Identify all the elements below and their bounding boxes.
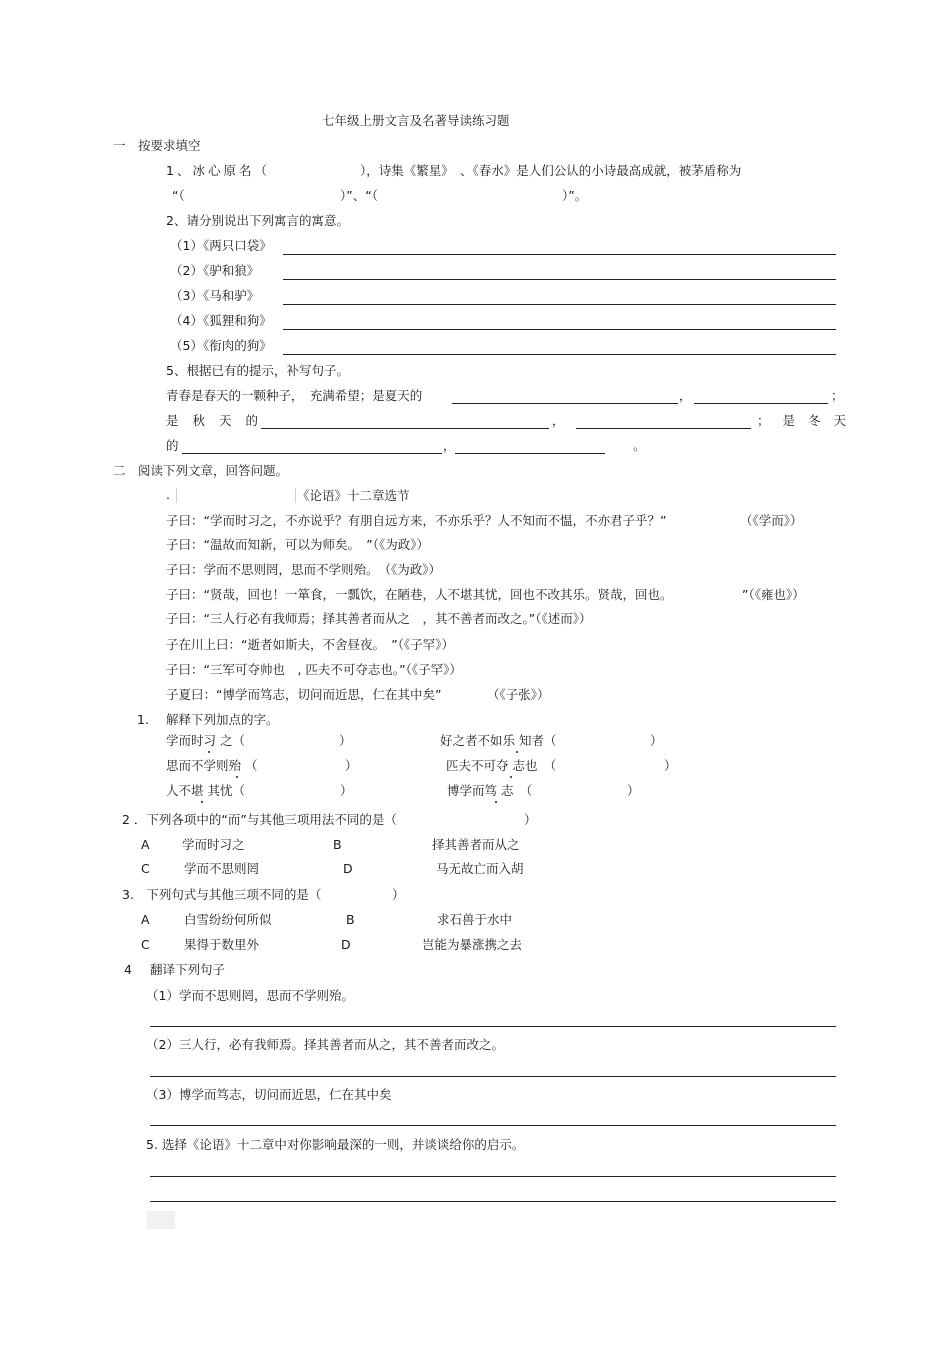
q5-line-b-text: 是秋天的 [166,413,273,428]
fable-5-answer-line[interactable] [283,354,836,355]
q5-period: 。 [633,438,646,453]
q5-summer-blank-1[interactable] [452,403,678,404]
s2-q3-option-d[interactable]: 岂能为暴涨携之去 [422,937,523,952]
fable-5-label: （5）《衔肉的狗》 [170,338,272,353]
q2-label: 2、请分别说出下列寓言的寓意。 [166,213,349,228]
s2-q2-option-a[interactable]: 学而时习之 [182,837,245,852]
s2-q3-close: ） [392,887,405,902]
passage-line-3: 子曰：学而不思则罔，思而不学则殆。 （《为政》） [166,562,442,577]
explain-item-1-close: ） [339,733,352,748]
passage-line-1: 子曰：“学而时习之，不亦说乎？有朋自远方来，不亦乐乎？人不知而不愠，不亦君子乎？” [166,513,667,528]
s2-q2-option-c[interactable]: 学而不思则罔 [184,861,260,876]
explain-item-4-close: ） [664,758,677,773]
explain-item-3: 思而不学则殆 （ [166,758,258,773]
passage-line-7: 子曰：“三军可夺帅也 , 匹夫不可夺志也。”（《子罕》） [166,662,462,677]
fable-2-label: （2）《驴和狼》 [170,263,260,278]
s2-q4-number: 4 [124,962,132,977]
s2-q1-label: 解释下列加点的字。 [166,712,279,727]
q5-line-a-text: 青春是春天的一颗种子， 充满希望；是夏天的 [166,388,423,403]
passage-line-4-source: ”（《雍也》） [742,587,805,602]
q5-line-c-text: 的 [166,438,179,453]
s2-q3-option-a-letter[interactable]: A [141,912,150,927]
passage-line-8-source: （《子张》） [487,687,550,702]
translate-1-answer-line[interactable] [150,1026,836,1027]
explain-item-3-close: ） [345,758,358,773]
emphasis-dot [516,751,518,753]
q5-winter-blank-1[interactable] [182,453,442,454]
translate-2-answer-line[interactable] [150,1076,836,1077]
fable-1-answer-line[interactable] [283,254,836,255]
emphasis-dot [495,801,497,803]
q1-line1-rest: ），诗集《繁星》 、《春水》是人们公认的小诗最高成就，被茅盾称为 [360,163,742,178]
q1-line2-start: “（ [172,188,185,203]
s2-q1-number: 1. [137,712,149,727]
fable-4-answer-line[interactable] [283,329,836,330]
s2-q3-option-c[interactable]: 果得于数里外 [184,937,260,952]
q1-line1-start: 1、冰心原名（ [166,163,270,178]
passage-line-8: 子夏曰：“博学而笃志，切问而近思，仁在其中矣” [166,687,442,702]
s2-q2-option-d-letter[interactable]: D [343,861,353,876]
q5-answer-line-1[interactable] [150,1176,836,1177]
s2-q2-option-a-letter[interactable]: A [141,837,150,852]
emphasis-dot [236,776,238,778]
s2-q2-option-b-letter[interactable]: B [333,837,342,852]
explain-item-2-close: ） [650,733,663,748]
explain-item-2: 好之者不如乐 知者（ [440,733,557,748]
page-corner-mark [147,1211,175,1229]
explain-item-6-close: ） [627,783,640,798]
passage-title-marker [295,488,296,503]
s2-q2-label: 2 ．下列各项中的“而”与其他三项用法不同的是（ [122,812,397,827]
s2-q3-option-b[interactable]: 求石兽于水中 [437,912,513,927]
emphasis-dot [510,776,512,778]
passage-line-4: 子曰：“贤哉，回也！一箪食，一瓢饮，在陋巷，人不堪其忧，回也不改其乐。贤哉，回也。 [166,587,673,602]
q5-line-b-end: ；是冬天 [757,413,860,428]
translate-3-answer-line[interactable] [150,1125,836,1126]
emphasis-dot [201,801,203,803]
translate-item-1: （1）学而不思则罔，思而不学则殆。 [146,988,354,1003]
s2-q5-label: 5. 选择《论语》十二章中对你影响最深的一则，并谈谈给你的启示。 [146,1137,525,1152]
s2-q2-option-b[interactable]: 择其善者而从之 [432,837,520,852]
explain-item-5: 人不堪 其忧（ [166,783,245,798]
fable-1-label: （1）《两只口袋》 [170,238,272,253]
q5-label: 5、根据已有的提示，补写句子。 [166,363,349,378]
q5-winter-blank-2[interactable] [455,453,605,454]
passage-title-marker [176,488,177,503]
explain-item-5-close: ） [340,783,353,798]
q1-line2-mid: ）”、“（ [340,188,378,203]
q5-autumn-blank-2[interactable] [576,428,751,429]
section-two-heading: 二 阅读下列文章，回答问题。 [113,463,289,478]
explain-item-4: 匹夫不可夺 志也 （ [446,758,557,773]
translate-item-2: （2）三人行，必有我师焉。择其善者而从之，其不善者而改之。 [146,1037,504,1052]
q5-summer-blank-2[interactable] [694,403,828,404]
q5-semicolon-1: ； [831,388,844,403]
fable-4-label: （4）《狐狸和狗》 [170,313,272,328]
s2-q3-option-c-letter[interactable]: C [141,937,150,952]
s2-q2-option-c-letter[interactable]: C [141,861,150,876]
fable-2-answer-line[interactable] [283,279,836,280]
fable-3-answer-line[interactable] [283,304,836,305]
s2-q2-option-d[interactable]: 马无故亡而入胡 [436,861,524,876]
q5-comma-2: ， [552,413,565,428]
q5-answer-line-2[interactable] [150,1201,836,1202]
passage-line-5: 子曰：“三人行必有我师焉；择其善者而从之 ，其不善者而改之。”（《述而》） [166,611,592,626]
q1-line2-end: ）”。 [562,188,588,203]
fable-3-label: （3）《马和驴》 [170,288,260,303]
q5-comma-1: ， [679,388,692,403]
passage-title: 《论语》十二章选节 [297,488,410,503]
passage-line-2: 子曰：“温故而知新，可以为师矣。 ”（《为政》） [166,537,429,552]
passage-line-1-source: （《学而》） [740,513,803,528]
q5-autumn-blank-1[interactable] [261,428,549,429]
passage-line-6: 子在川上曰：“逝者如斯夫，不舍昼夜。 ”（《子罕》） [166,637,454,652]
translate-item-3: （3）博学而笃志，切问而近思，仁在其中矣 [146,1087,392,1102]
s2-q4-label: 翻译下列句子 [150,962,226,977]
explain-item-1: 学而时习 之（ [166,733,245,748]
s2-q3-label: 3. 下列句式与其他三项不同的是（ [122,887,322,902]
s2-q3-option-d-letter[interactable]: D [341,937,351,952]
passage-dot-mark: . [166,487,170,502]
emphasis-dot [208,751,210,753]
explain-item-6: 博学而笃 志 （ [447,783,533,798]
s2-q2-close: ） [524,812,537,827]
s2-q3-option-b-letter[interactable]: B [346,912,355,927]
q5-comma-3: ， [443,438,456,453]
section-one-heading: 一 按要求填空 [113,138,201,153]
s2-q3-option-a[interactable]: 白雪纷纷何所似 [184,912,272,927]
page-title: 七年级上册文言及名著导读练习题 [322,113,510,128]
